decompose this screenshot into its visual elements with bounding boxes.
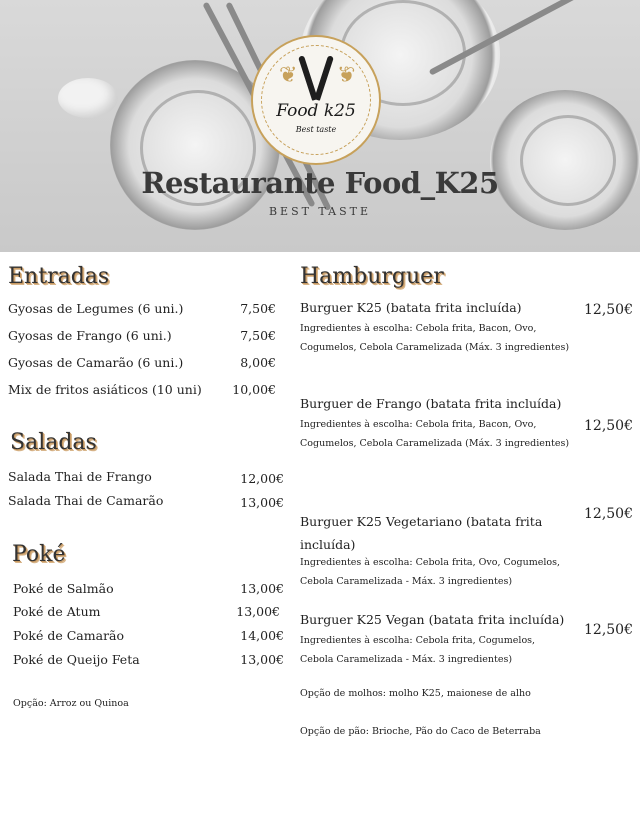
burger-item-description: Ingredientes à escolha: Cebola frita, Ovo, Cogumelos, Cebola Caramelizada - Máx. 3 ingredientes) bbox=[300, 557, 560, 587]
menu-item-price: 13,00€ bbox=[240, 652, 284, 667]
menu-item-price: 13,00€ bbox=[240, 495, 284, 510]
menu-item-price: 12,00€ bbox=[240, 471, 284, 486]
sauce-option-note: Opção de molhos: molho K25, maionese de alho bbox=[300, 688, 531, 699]
section-heading-poke: Poké bbox=[12, 542, 66, 567]
menu-item-name: Poké de Salmão bbox=[13, 581, 114, 596]
burger-item-description: Ingredientes à escolha: Cebola frita, Bacon, Ovo, Cogumelos, Cebola Caramelizada (Máx. 3 ingredientes) bbox=[300, 323, 570, 353]
menu-item-price: 13,00€ bbox=[240, 581, 284, 596]
poke-option-note: Opção: Arroz ou Quinoa bbox=[13, 698, 129, 709]
bread-option-note: Opção de pão: Brioche, Pão do Caco de Beterraba bbox=[300, 726, 541, 737]
lemon-image bbox=[58, 78, 118, 118]
wheat-icon: ❦ bbox=[279, 63, 298, 88]
menu-item-price: 7,50€ bbox=[240, 328, 276, 343]
burger-item-description: Ingredientes à escolha: Cebola frita, Bacon, Ovo, Cogumelos, Cebola Caramelizada (Máx. 3 ingredientes) bbox=[300, 419, 570, 449]
burger-item-name: Burguer K25 Vegan (batata frita incluída) bbox=[300, 612, 565, 627]
burger-item-description: Ingredientes à escolha: Cebola frita, Cogumelos, Cebola Caramelizada - Máx. 3 ingredientes) bbox=[300, 635, 536, 665]
burger-item-name: Burguer K25 (batata frita incluída) bbox=[300, 300, 522, 315]
menu-item-price: 14,00€ bbox=[240, 628, 284, 643]
menu-item-price: 10,00€ bbox=[232, 382, 276, 397]
menu-item-name: Gyosas de Camarão (6 uni.) bbox=[8, 355, 184, 370]
section-heading-hamburguer: Hamburguer bbox=[300, 264, 444, 289]
hero-banner bbox=[0, 0, 640, 252]
menu-item-name: Salada Thai de Frango bbox=[8, 469, 152, 484]
menu-item-name: Salada Thai de Camarão bbox=[8, 493, 164, 508]
wheat-icon: ❦ bbox=[337, 63, 356, 88]
section-heading-entradas: Entradas bbox=[8, 264, 110, 289]
menu-item-price: 13,00€ bbox=[236, 604, 280, 619]
burger-item-price: 12,50€ bbox=[584, 506, 633, 522]
burger-item-name: Burguer K25 Vegetariano (batata frita incluída) bbox=[300, 514, 543, 552]
menu-item-price: 7,50€ bbox=[240, 301, 276, 316]
burger-item-price: 12,50€ bbox=[584, 418, 633, 434]
menu-item-name: Mix de fritos asiáticos (10 uni) bbox=[8, 382, 202, 397]
page-title: Restaurante Food_K25 bbox=[141, 166, 499, 200]
restaurant-logo bbox=[251, 35, 381, 165]
section-heading-saladas: Saladas bbox=[10, 430, 97, 455]
menu-item-name: Poké de Queijo Feta bbox=[13, 652, 140, 667]
menu-item-name: Gyosas de Legumes (6 uni.) bbox=[8, 301, 184, 316]
burger-item-price: 12,50€ bbox=[584, 622, 633, 638]
burger-item-name: Burguer de Frango (batata frita incluída) bbox=[300, 396, 562, 411]
menu-item-name: Poké de Atum bbox=[13, 604, 101, 619]
logo-text: Food k25 bbox=[276, 101, 356, 121]
page-subtitle: BEST TASTE bbox=[268, 205, 372, 218]
burger-item-price: 12,50€ bbox=[584, 302, 633, 318]
menu-item-name: Gyosas de Frango (6 uni.) bbox=[8, 328, 172, 343]
logo-subtext: Best taste bbox=[295, 125, 337, 134]
menu-item-name: Poké de Camarão bbox=[13, 628, 125, 643]
menu-item-price: 8,00€ bbox=[240, 355, 276, 370]
